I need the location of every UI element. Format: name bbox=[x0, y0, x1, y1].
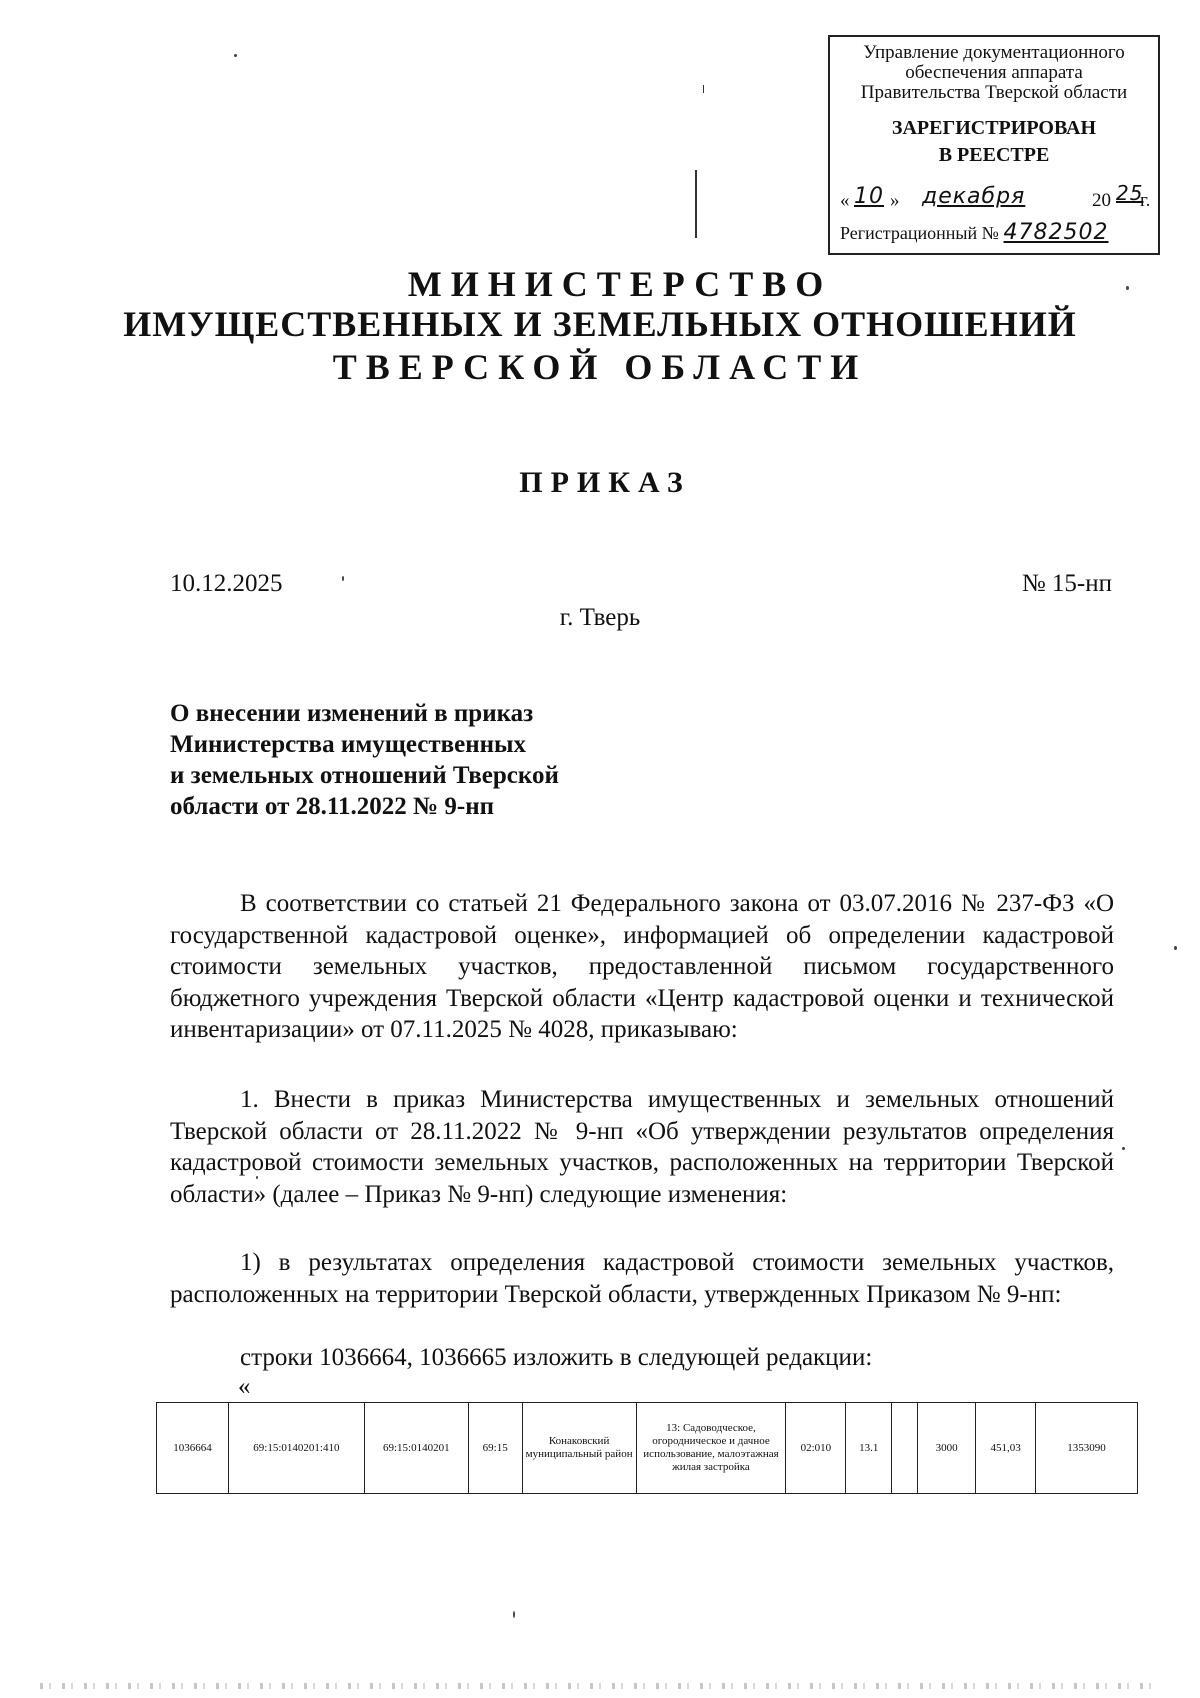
body-paragraph-rows bbox=[170, 1342, 1114, 1374]
body-paragraph-preamble bbox=[170, 888, 1114, 1046]
body-paragraph-subitem-1 bbox=[170, 1247, 1114, 1310]
table-row bbox=[157, 1403, 1138, 1494]
stamp-org-line: Управление документационного bbox=[863, 42, 1125, 63]
stamp-date-line bbox=[840, 181, 1152, 217]
cadastral-value-table bbox=[156, 1402, 1138, 1494]
stamp-month: декабря bbox=[922, 184, 1026, 209]
stamp-day: 10 bbox=[854, 184, 884, 209]
cell-group: 13.1 bbox=[846, 1403, 892, 1494]
body-paragraph-item-1 bbox=[170, 1084, 1114, 1210]
subject-line: области от 28.11.2022 № 9-нп bbox=[170, 793, 495, 820]
ministry-title-line: ИМУЩЕСТВЕННЫХ И ЗЕМЕЛЬНЫХ ОТНОШЕНИЙ bbox=[123, 304, 1077, 344]
stamp-year-handwritten: 25 bbox=[1116, 181, 1144, 205]
document-date: 10.12.2025 bbox=[170, 570, 283, 597]
document-type-title: ПРИКАЗ bbox=[519, 466, 691, 499]
document-subject bbox=[170, 698, 630, 822]
cell-area: 3000 bbox=[918, 1403, 976, 1494]
document-number: № 15-нп bbox=[1021, 570, 1112, 597]
stamp-org-line: Правительства Тверской области bbox=[860, 82, 1128, 103]
subject-line: Министерства имущественных bbox=[170, 731, 527, 758]
cell-cadastral-value: 1353090 bbox=[1036, 1403, 1138, 1494]
table-open-quote: « bbox=[238, 1373, 251, 1400]
cell-row-number: 1036664 bbox=[157, 1403, 229, 1494]
subject-line: и земельных отношений Тверской bbox=[170, 762, 559, 789]
stamp-registered-title bbox=[830, 115, 1158, 169]
scan-artifact-speck bbox=[234, 54, 237, 57]
stamp-reg-number: 4782502 bbox=[1003, 220, 1109, 245]
cell-specific-value: 451,03 bbox=[976, 1403, 1036, 1494]
scan-artifact-speck bbox=[342, 576, 344, 581]
cell-usage-segment: 13: Садоводческое, огородническое и дачное использование, малоэтажная жилая застройка bbox=[636, 1403, 786, 1494]
ministry-title-line: МИНИСТЕРСТВО bbox=[407, 264, 833, 304]
document-city: г. Тверь bbox=[559, 604, 641, 631]
cell-cadastral-number: 69:15:0140201:410 bbox=[228, 1403, 364, 1494]
stamp-registration-line bbox=[840, 220, 1155, 251]
scan-artifact-speck bbox=[513, 1611, 515, 1618]
stamp-year-suffix: г. bbox=[1140, 190, 1151, 211]
stamp-quote-close: » bbox=[890, 190, 900, 211]
paragraph-text: строки 1036664, 1036665 изложить в следующей редакции: bbox=[240, 1344, 873, 1371]
stamp-registered-line: ЗАРЕГИСТРИРОВАН bbox=[891, 117, 1097, 139]
scan-artifact-speck bbox=[1122, 1147, 1125, 1150]
scan-artifact-line bbox=[695, 170, 697, 238]
paragraph-text: 1. Внести в приказ Министерства имущественных и земельных отношений Тверской области от 28.11.2022 № 9-нп «Об утверждении результатов определения кадастровой стоимости земельных участков, расположенных на территории Тверской области» (далее – Приказ № 9-нп) следующие изменения: bbox=[170, 1086, 1114, 1208]
stamp-year-prefix: 20 bbox=[1092, 190, 1111, 211]
cell-municipality: Конаковский муниципальный район bbox=[522, 1403, 636, 1494]
scan-artifact-line bbox=[703, 85, 704, 93]
registration-stamp bbox=[828, 35, 1160, 255]
cell-empty bbox=[892, 1403, 918, 1494]
cell-cadastral-quarter: 69:15:0140201 bbox=[364, 1403, 468, 1494]
stamp-registered-line: В РЕЕСТРЕ bbox=[938, 144, 1050, 166]
stamp-org-line: обеспечения аппарата bbox=[905, 62, 1083, 83]
paragraph-text: В соответствии со статьей 21 Федерального закона от 03.07.2016 № 237-ФЗ «О государственной кадастровой оценке», информацией об определении кадастровой стоимости земельных участков, предоставленной письмом государственного бюджетного учреждения Тверской области «Центр кадастровой оценки и технической инвентаризации» от 07.11.2025 № 4028, приказываю: bbox=[170, 890, 1114, 1043]
cell-cadastral-district: 69:15 bbox=[468, 1403, 522, 1494]
cell-code: 02:010 bbox=[786, 1403, 846, 1494]
paragraph-text: 1) в результатах определения кадастровой стоимости земельных участков, расположенных на территории Тверской области, утвержденных Приказом № 9-нп: bbox=[170, 1249, 1114, 1308]
scan-artifact-speck bbox=[256, 1176, 258, 1179]
scan-artifact-noise bbox=[40, 1683, 1160, 1689]
scan-artifact-speck bbox=[1126, 286, 1129, 290]
stamp-quote-open: « bbox=[840, 190, 850, 211]
stamp-reg-label: Регистрационный № bbox=[840, 223, 999, 243]
subject-line: О внесении изменений в приказ bbox=[170, 700, 534, 727]
scan-artifact-speck bbox=[1174, 946, 1177, 950]
ministry-title-line: ТВЕРСКОЙ ОБЛАСТИ bbox=[332, 347, 868, 387]
